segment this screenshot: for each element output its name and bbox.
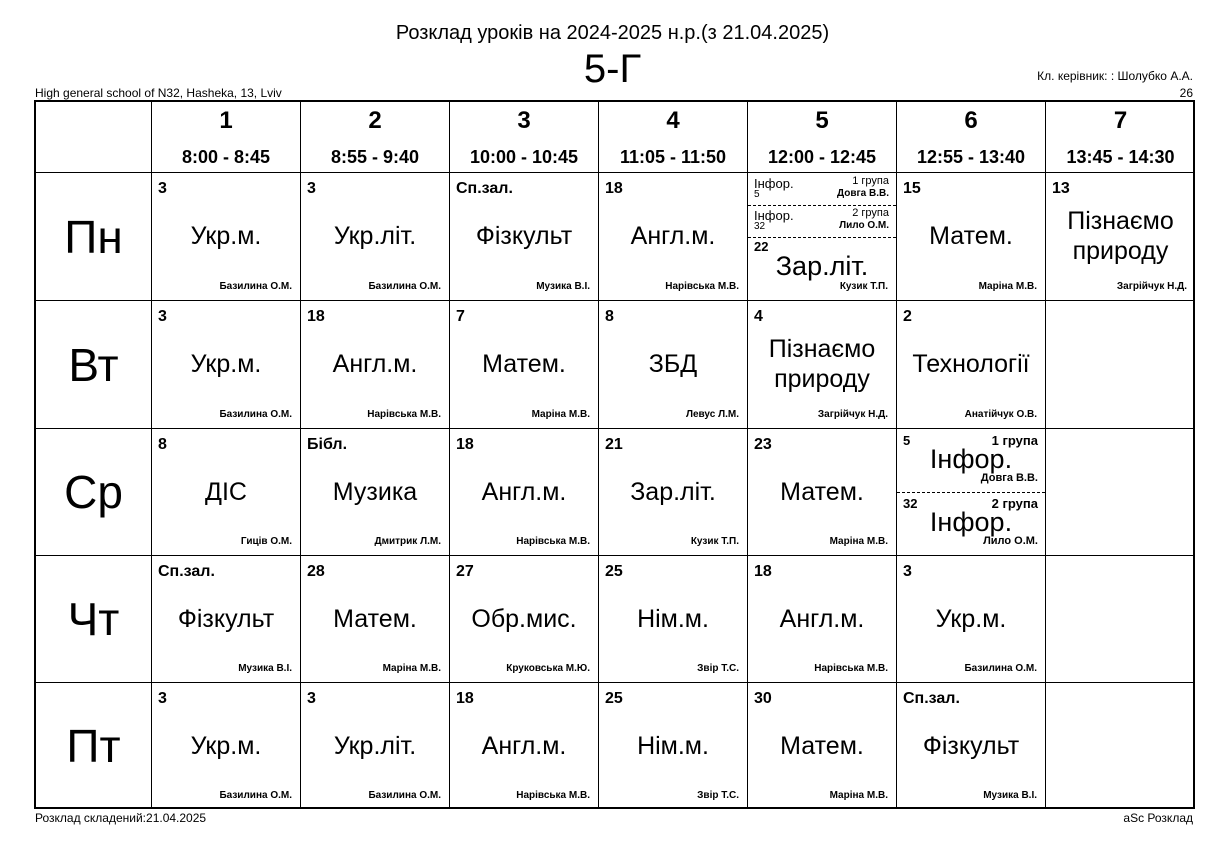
lesson-cell	[301, 173, 450, 301]
lesson-room: 3	[903, 563, 912, 580]
lesson-cell	[748, 429, 897, 556]
lesson-group-label: 1 група	[852, 175, 889, 187]
period-header	[599, 102, 748, 173]
lesson-teacher: Гиців О.М.	[240, 536, 292, 547]
lesson-room: Сп.зал.	[903, 690, 960, 707]
lesson-teacher: Музика В.І.	[983, 790, 1037, 801]
lesson-cell	[450, 429, 599, 556]
lesson-teacher: Нарівська М.В.	[814, 663, 888, 674]
lesson-subject: Укр.літ.	[333, 222, 417, 250]
lesson-subject: Технології	[912, 350, 1030, 378]
lesson-teacher: Музика В.І.	[536, 281, 590, 292]
lesson-cell	[599, 429, 748, 556]
lesson-subject: Музика	[332, 478, 418, 506]
lesson-subject: Англ.м.	[630, 222, 716, 250]
period-time: 10:00 - 10:45	[469, 147, 579, 167]
lesson-teacher: Маріна М.В.	[531, 409, 590, 420]
lesson-subject: Матем.	[333, 605, 417, 633]
lesson-room: 3	[158, 690, 167, 707]
lesson-teacher: Дмитрик Л.М.	[374, 536, 441, 547]
lesson-cell	[301, 683, 450, 809]
lesson-cell	[897, 683, 1046, 809]
lesson-teacher: Базилина О.М.	[368, 790, 441, 801]
lesson-cell	[599, 301, 748, 429]
lesson-teacher: Музика В.І.	[238, 663, 292, 674]
lesson-subject: Укр.м.	[935, 605, 1007, 633]
lesson-room: Сп.зал.	[158, 563, 215, 580]
lesson-teacher: Базилина О.М.	[219, 790, 292, 801]
lesson-cell	[450, 301, 599, 429]
class-teacher: Кл. керівник: : Шолубко А.А.	[1037, 69, 1193, 83]
lesson-cell	[301, 429, 450, 556]
lesson-teacher: Базилина О.М.	[219, 281, 292, 292]
lesson-teacher: Кузик Т.П.	[839, 281, 888, 292]
lesson-cell	[450, 683, 599, 809]
lesson-subject: ЗБД	[648, 350, 698, 378]
lesson-subject: Нім.м.	[637, 605, 709, 633]
lesson-teacher: Базилина О.М.	[219, 409, 292, 420]
lesson-subject: ДІС	[205, 478, 247, 506]
lesson-subject: Зар.літ.	[775, 251, 869, 281]
lesson-room: 15	[903, 180, 921, 197]
lesson-teacher: Нарівська М.В.	[516, 536, 590, 547]
lesson-group-label: 1 група	[991, 433, 1038, 448]
day-label: Чт	[36, 556, 152, 683]
lesson-room: 18	[456, 436, 474, 453]
lesson-cell	[599, 683, 748, 809]
day-label: Пн	[36, 173, 152, 301]
lesson-subject: Інфор.	[754, 176, 794, 191]
lesson-room: 5	[754, 189, 760, 200]
lesson-cell	[748, 173, 897, 301]
lesson-room: 7	[456, 308, 465, 325]
period-time: 12:55 - 13:40	[916, 147, 1026, 167]
grid-corner	[36, 102, 152, 173]
lesson-room: 32	[754, 221, 766, 232]
lesson-room: 28	[307, 563, 325, 580]
period-header	[450, 102, 599, 173]
lesson-room: 25	[605, 563, 623, 580]
lesson-teacher: Лило О.М.	[839, 220, 889, 231]
lesson-subject: Пізнаємо природу	[768, 335, 876, 393]
class-name: 5-Г	[583, 47, 642, 91]
lesson-teacher: Анатійчук О.В.	[964, 409, 1037, 420]
lesson-subject: Укр.м.	[190, 732, 262, 760]
lesson-teacher: Нарівська М.В.	[665, 281, 739, 292]
school-name: High general school of N32, Hasheka, 13, Lviv	[35, 86, 282, 100]
lesson-room: 5	[903, 433, 911, 448]
lesson-room: 22	[754, 239, 769, 254]
lesson-room: 8	[605, 308, 614, 325]
lesson-room: 18	[456, 690, 474, 707]
period-number: 5	[815, 107, 829, 134]
lesson-room: 4	[754, 308, 763, 325]
lesson-teacher: Маріна М.В.	[382, 663, 441, 674]
day-label: Ср	[36, 429, 152, 556]
lesson-group-label: 2 група	[991, 496, 1038, 511]
lesson-subject: Матем.	[929, 222, 1013, 250]
lesson-subject: Пізнаємо природу	[1067, 207, 1174, 265]
lesson-subject: Матем.	[780, 732, 864, 760]
lesson-cell	[1046, 429, 1195, 556]
lesson-teacher: Лило О.М.	[983, 535, 1038, 547]
period-header	[897, 102, 1046, 173]
page-number: 26	[1179, 86, 1193, 100]
lesson-teacher: Довга В.В.	[836, 188, 889, 199]
lesson-cell	[748, 556, 897, 683]
lesson-cell	[301, 301, 450, 429]
lesson-cell	[1046, 173, 1195, 301]
lesson-teacher: Нарівська М.В.	[516, 790, 590, 801]
lesson-subject: Фізкульт	[922, 732, 1020, 760]
lesson-cell	[1046, 683, 1195, 809]
period-number: 6	[964, 107, 978, 134]
lesson-subject: Нім.м.	[637, 732, 709, 760]
lesson-room: 32	[903, 496, 918, 511]
period-time: 12:00 - 12:45	[767, 147, 877, 167]
period-header	[748, 102, 897, 173]
lesson-room: 3	[307, 180, 316, 197]
lesson-room: 27	[456, 563, 474, 580]
lesson-subject: Інфор.	[754, 208, 794, 223]
lesson-group	[748, 205, 896, 238]
lesson-cell	[1046, 556, 1195, 683]
lesson-subject: Укр.м.	[190, 350, 262, 378]
lesson-cell	[897, 429, 1046, 556]
lesson-group	[897, 429, 1045, 493]
lesson-subject: Фізкульт	[177, 605, 275, 633]
lesson-cell	[152, 683, 301, 809]
lesson-teacher: Левус Л.М.	[685, 409, 739, 420]
lesson-room: 3	[158, 180, 167, 197]
period-header	[301, 102, 450, 173]
lesson-teacher: Маріна М.В.	[829, 790, 888, 801]
lesson-teacher: Нарівська М.В.	[367, 409, 441, 420]
lesson-room: 18	[754, 563, 772, 580]
lesson-room: 18	[605, 180, 623, 197]
lesson-cell	[152, 173, 301, 301]
footer-created-date: Розклад складений:21.04.2025	[35, 811, 207, 825]
lesson-cell	[748, 301, 897, 429]
lesson-room: 23	[754, 436, 772, 453]
period-number: 1	[219, 107, 233, 134]
lesson-group-label: 2 група	[852, 207, 889, 219]
lesson-subject: Обр.мис.	[471, 605, 577, 633]
lesson-subject: Зар.літ.	[630, 478, 716, 506]
lesson-cell	[748, 683, 897, 809]
lesson-cell	[152, 556, 301, 683]
lesson-subject: Укр.м.	[190, 222, 262, 250]
lesson-teacher: Кузик Т.П.	[690, 536, 739, 547]
lesson-teacher: Маріна М.В.	[978, 281, 1037, 292]
lesson-cell	[152, 301, 301, 429]
lesson-subject: Фізкульт	[475, 222, 573, 250]
lesson-subject: Англ.м.	[481, 732, 567, 760]
lesson-cell	[599, 556, 748, 683]
lesson-subject: Матем.	[780, 478, 864, 506]
timetable-grid	[34, 100, 1195, 809]
lesson-subject: Англ.м.	[779, 605, 865, 633]
lesson-subject: Інфор.	[929, 444, 1013, 474]
lesson-room: 25	[605, 690, 623, 707]
lesson-room: 3	[307, 690, 316, 707]
lesson-cell	[450, 556, 599, 683]
lesson-teacher: Загрійчук Н.Д.	[817, 409, 888, 420]
lesson-room: 3	[158, 308, 167, 325]
lesson-room: 18	[307, 308, 325, 325]
lesson-room: 8	[158, 436, 167, 453]
lesson-cell	[301, 556, 450, 683]
lesson-teacher: Базилина О.М.	[368, 281, 441, 292]
lesson-teacher: Базилина О.М.	[964, 663, 1037, 674]
period-number: 4	[666, 107, 680, 134]
period-number: 7	[1113, 107, 1128, 134]
lesson-subject: Англ.м.	[481, 478, 567, 506]
lesson-group	[748, 173, 896, 206]
lesson-cell	[897, 556, 1046, 683]
lesson-cell	[897, 173, 1046, 301]
lesson-group	[897, 492, 1045, 556]
day-label: Пт	[36, 683, 152, 809]
period-time: 8:55 - 9:40	[330, 147, 420, 167]
lesson-teacher: Звір Т.С.	[697, 790, 739, 801]
lesson-teacher: Довга В.В.	[980, 472, 1038, 484]
lesson-room: 30	[754, 690, 772, 707]
lesson-subject: Укр.літ.	[333, 732, 417, 760]
lesson-teacher: Загрійчук Н.Д.	[1116, 281, 1187, 292]
lesson-cell	[1046, 301, 1195, 429]
period-header	[152, 102, 301, 173]
lesson-cell	[599, 173, 748, 301]
lesson-room: 2	[903, 308, 912, 325]
period-number: 3	[517, 107, 531, 134]
period-time: 8:00 - 8:45	[181, 147, 271, 167]
day-label: Вт	[36, 301, 152, 429]
period-number: 2	[368, 107, 382, 134]
lesson-room: Сп.зал.	[456, 180, 513, 197]
lesson-cell	[450, 173, 599, 301]
period-time: 13:45 - 14:30	[1066, 147, 1175, 167]
lesson-room: Бібл.	[307, 436, 348, 453]
lesson-teacher: Круковська М.Ю.	[506, 663, 590, 674]
lesson-subject: Інфор.	[929, 507, 1013, 537]
lesson-teacher: Маріна М.В.	[829, 536, 888, 547]
lesson-subject: Матем.	[482, 350, 566, 378]
lesson-cell	[897, 301, 1046, 429]
lesson-cell	[152, 429, 301, 556]
period-time: 11:05 - 11:50	[619, 147, 727, 167]
lesson-room: 13	[1052, 180, 1070, 197]
period-header	[1046, 102, 1195, 173]
footer-app-name: aSc Розклад	[1123, 811, 1193, 825]
timetable-title: Розклад уроків на 2024-2025 н.р.(з 21.04.2025)	[395, 22, 830, 44]
lesson-teacher: Звір Т.С.	[697, 663, 739, 674]
lesson-room: 21	[605, 436, 623, 453]
lesson-subject: Англ.м.	[332, 350, 418, 378]
